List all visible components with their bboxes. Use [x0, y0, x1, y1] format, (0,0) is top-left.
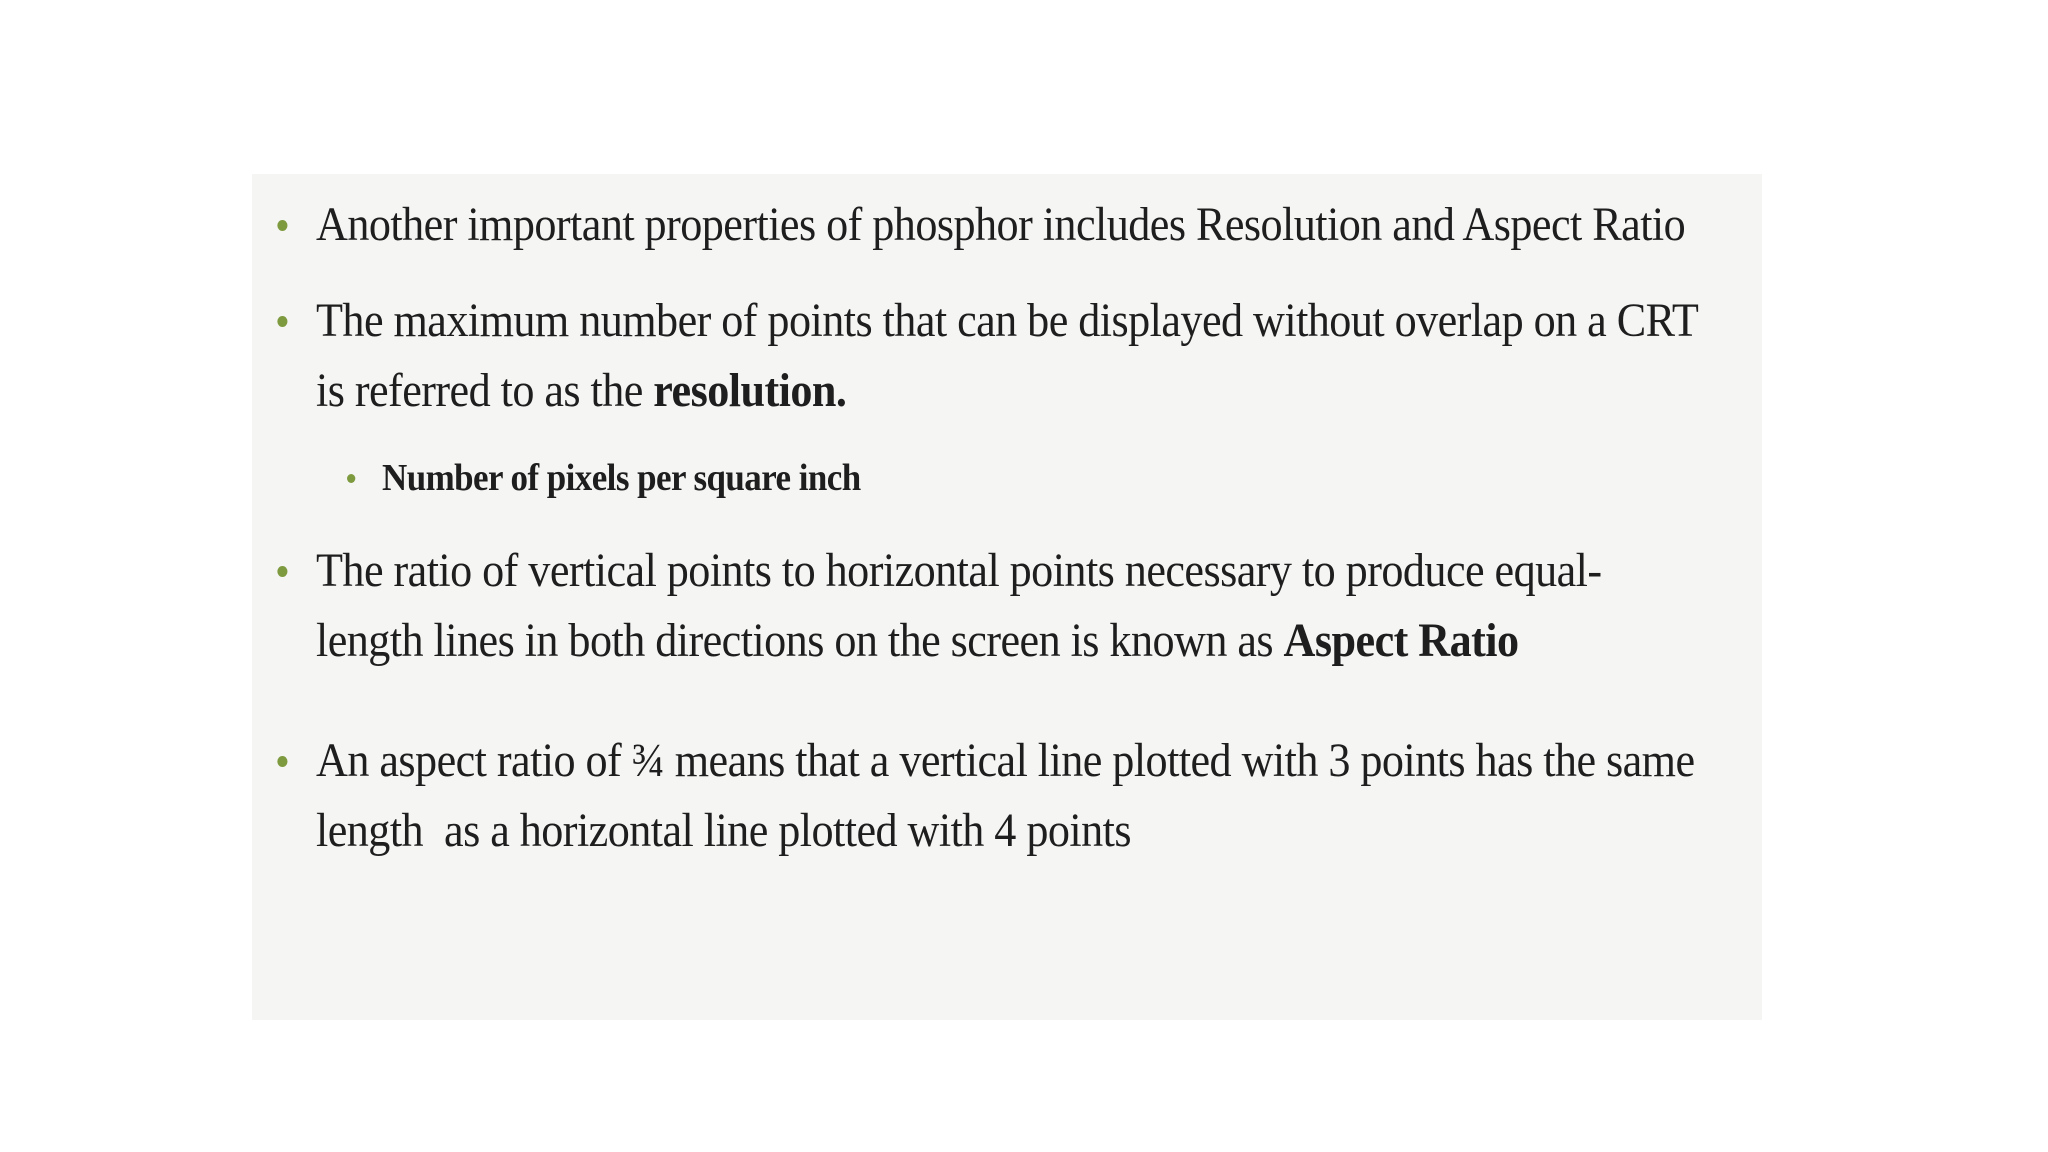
bullet-item-aspect-example — [316, 726, 1695, 866]
bullet-text-line-1: The maximum number of points that can be displayed without overlap on a CRT — [316, 294, 1699, 347]
bullet-item-resolution — [316, 286, 1699, 426]
bullet-item-aspect-ratio — [316, 536, 1622, 676]
bullet-text-line-2 — [316, 356, 1622, 426]
sub-bullet-dot-icon — [347, 474, 355, 483]
bullet-text-line-1 — [316, 726, 1695, 796]
bullet-dot-icon — [277, 316, 287, 327]
bullet-text-line-1: The ratio of vertical points to horizontal points necessary to produce equal- — [316, 544, 1602, 597]
fraction-three-quarters: ¾ — [631, 734, 665, 787]
bullet-text-suffix: means that a vertical line plotted with 3 points has the same — [664, 734, 1695, 787]
sub-bullet-pixels-per-inch — [382, 450, 861, 506]
bullet-text-prefix: An aspect ratio of — [316, 734, 632, 787]
bullet-item-phosphor-properties — [316, 190, 1686, 260]
term-resolution: resolution. — [653, 364, 847, 417]
bullet-dot-icon — [277, 566, 287, 577]
slide — [252, 174, 1762, 1020]
sub-bullet-text: Number of pixels per square inch — [382, 457, 861, 499]
bullet-text-prefix: is referred to as the — [316, 364, 654, 417]
bullet-text-prefix: length lines in both directions on the screen is known as — [316, 614, 1284, 667]
bullet-text-line-2 — [316, 606, 1622, 676]
bullet-text-line-2: length as a horizontal line plotted with 4 points — [316, 804, 1131, 857]
bullet-dot-icon — [277, 756, 287, 767]
bullet-text: Another important properties of phosphor includes Resolution and Aspect Ratio — [316, 198, 1686, 251]
term-aspect-ratio: Aspect Ratio — [1283, 614, 1519, 667]
bullet-dot-icon — [277, 220, 287, 231]
